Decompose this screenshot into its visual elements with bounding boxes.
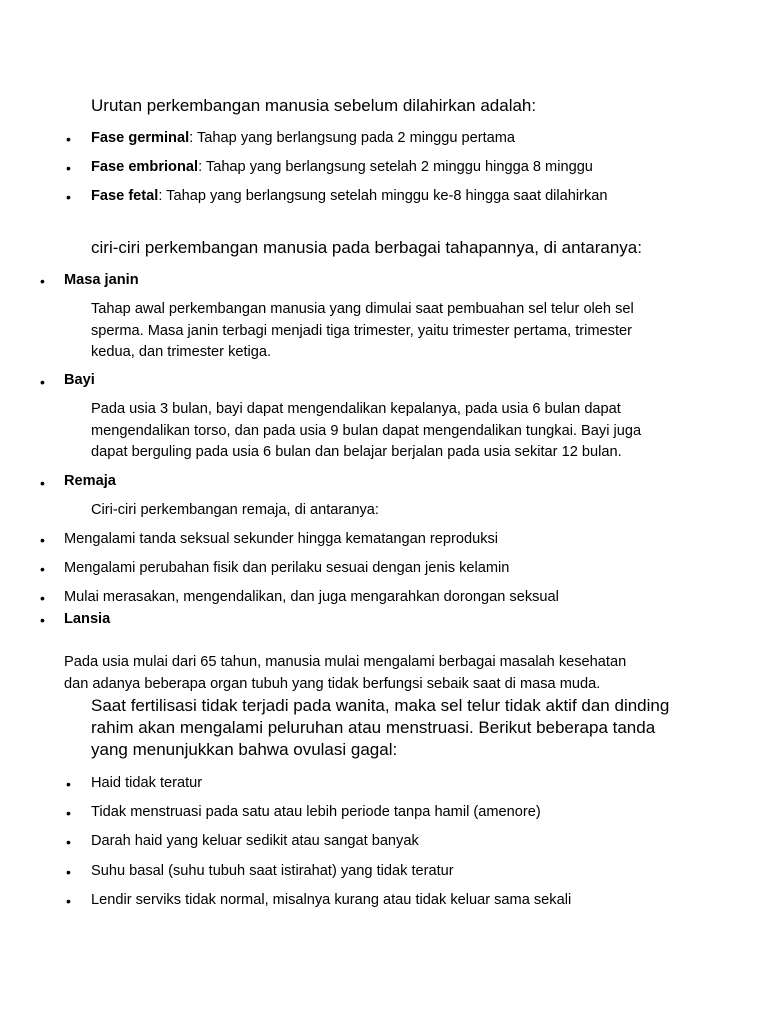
list-item-fase-fetal — [91, 188, 608, 204]
bullet-icon: • — [66, 776, 71, 792]
list-item: Tidak menstruasi pada satu atau lebih periode tanpa hamil (amenore) — [91, 804, 541, 820]
bullet-icon: • — [66, 893, 71, 909]
remaja-title-text: Remaja — [64, 473, 116, 489]
paragraph-line: Saat fertilisasi tidak terjadi pada wanita, maka sel telur tidak aktif dan dinding — [91, 696, 670, 715]
list-item: Haid tidak teratur — [91, 775, 203, 791]
section2-heading: ciri-ciri perkembangan manusia pada berbagai tahapannya, di antaranya: — [91, 238, 642, 257]
masa-janin-title-text: Masa janin — [64, 272, 139, 288]
bullet-icon: • — [40, 561, 45, 577]
bullet-icon: • — [40, 273, 45, 289]
paragraph-line: sperma. Masa janin terbagi menjadi tiga trimester, yaitu trimester pertama, trimester — [91, 322, 632, 339]
bayi-title — [64, 372, 95, 388]
list-item: Darah haid yang keluar sedikit atau sangat banyak — [91, 833, 419, 849]
paragraph-line: Pada usia 3 bulan, bayi dapat mengendalikan kepalanya, pada usia 6 bulan dapat — [91, 401, 621, 417]
bullet-icon: • — [40, 475, 45, 491]
bullet-icon: • — [40, 374, 45, 390]
paragraph-line: Pada usia mulai dari 65 tahun, manusia mulai mengalami berbagai masalah kesehatan — [64, 654, 627, 670]
list-item: Mulai merasakan, mengendalikan, dan juga mengarahkan dorongan seksual — [64, 589, 559, 605]
paragraph-line: dapat berguling pada usia 6 bulan dan belajar berjalan pada usia sekitar 12 bulan. — [91, 444, 622, 460]
bullet-icon: • — [40, 590, 45, 606]
list-item-fase-embrional — [91, 159, 593, 175]
list-item-fase-germinal — [91, 130, 515, 146]
list-item: Mengalami tanda seksual sekunder hingga kematangan reproduksi — [64, 531, 499, 547]
list-item: Mengalami perubahan fisik dan perilaku sesuai dengan jenis kelamin — [64, 560, 510, 576]
bayi-paragraph — [91, 399, 641, 464]
paragraph-line: Tahap awal perkembangan manusia yang dimulai saat pembuahan sel telur oleh sel — [91, 301, 634, 317]
list-item-term: Fase fetal — [91, 188, 159, 204]
lansia-paragraph — [64, 652, 626, 695]
bullet-icon: • — [40, 532, 45, 548]
bullet-icon: • — [66, 160, 71, 176]
list-item-desc: : Tahap yang berlangsung pada 2 minggu pertama — [189, 130, 516, 146]
bullet-icon: • — [66, 189, 71, 205]
list-item-term: Fase embrional — [91, 159, 199, 175]
list-item-desc: : Tahap yang berlangsung setelah 2 minggu hingga 8 minggu — [198, 159, 593, 175]
list-item-desc: : Tahap yang berlangsung setelah minggu ke-8 hingga saat dilahirkan — [158, 188, 608, 204]
list-item: Lendir serviks tidak normal, misalnya kurang atau tidak keluar sama sekali — [91, 892, 572, 908]
bullet-icon: • — [66, 834, 71, 850]
paragraph-line: mengendalikan torso, dan pada usia 9 bulan dapat mengendalikan tungkai. Bayi juga — [91, 422, 642, 439]
paragraph-line: dan adanya beberapa organ tubuh yang tidak berfungsi sebaik saat di masa muda. — [64, 675, 601, 692]
list-item-term: Fase germinal — [91, 130, 190, 146]
bullet-icon: • — [66, 805, 71, 821]
remaja-title — [64, 473, 116, 489]
lansia-title-text: Lansia — [64, 611, 111, 627]
masa-janin-title — [64, 272, 139, 288]
masa-janin-paragraph — [91, 299, 634, 364]
paragraph-line: kedua, dan trimester ketiga. — [91, 344, 272, 360]
remaja-intro: Ciri-ciri perkembangan remaja, di antaranya: — [91, 502, 379, 518]
lansia-title — [64, 611, 110, 627]
paragraph-line: rahim akan mengalami peluruhan atau menstruasi. Berikut beberapa tanda — [91, 718, 656, 737]
bullet-icon: • — [66, 131, 71, 147]
bayi-title-text: Bayi — [64, 372, 95, 388]
bullet-icon: • — [40, 612, 45, 628]
paragraph-line: yang menunjukkan bahwa ovulasi gagal: — [91, 740, 398, 759]
section3-paragraph — [91, 695, 669, 761]
bullet-icon: • — [66, 864, 71, 880]
section1-heading: Urutan perkembangan manusia sebelum dilahirkan adalah: — [91, 96, 537, 115]
list-item: Suhu basal (suhu tubuh saat istirahat) yang tidak teratur — [91, 863, 454, 879]
